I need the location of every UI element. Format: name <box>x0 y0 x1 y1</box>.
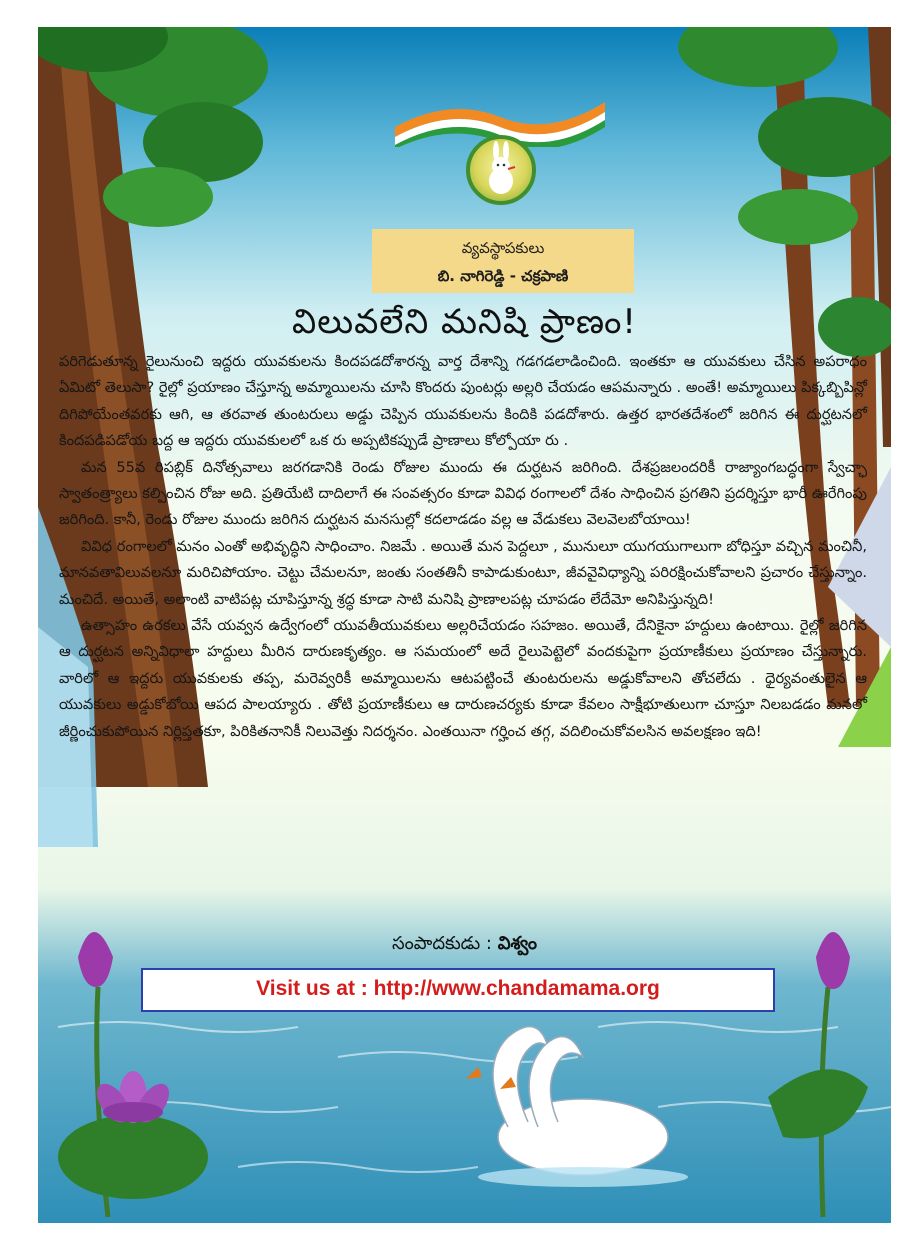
chandamama-rabbit-logo <box>466 135 536 205</box>
right-foliage <box>678 27 838 87</box>
website-link[interactable]: Visit us at : http://www.chandamama.org <box>256 977 660 1000</box>
article-paragraph: ఉత్సాహం ఉరకలు వేసే యవ్వన ఉద్వేగంలో యువతీయువకులు అల్లరిచేయడం సహజం. అయితే, దేనికైనా హద్దులు ఉంటాయి. రైల్లో జరిగిన ఆ దుర్ఘటన అన్నివిధాలా హద్దులు మీరిన దారుణకృత్యం. ఆ సమయంలో అదే రైలుపెట్టెలో వందకుపైగా ప్రయాణీకులు ప్రయాణం చేస్తున్నారు. వారిలో ఆ ఇద్దరు యువకులకు తప్ప, మరెవ్వరికీ అమ్మాయిలను ఆటపట్టించే తుంటరులను అడ్డుకోవాలని తోచలేదు . ధైర్యవంతులైన ఆ యువకులు అడ్డుకోబోయి ఆపద పాలయ్యారు . తోటి ప్రయాణీకులు ఆ దారుణచర్యకు కూడా కేవలం సాక్షీభూతులుగా చూస్తూ నిలబడడం మనలో జీర్ణించుకుపోయిన నిర్లిప్తతకూ, పిరికితనానికీ నిలువెత్తు నిదర్శనం. ఎంతయినా గర్హించ తగ్గ, వదిలించుకోవలసిన అవలక్షణం ఇది! <box>59 617 867 740</box>
magazine-page <box>38 27 891 1223</box>
editor-name: విశ్వం <box>497 933 537 954</box>
founders-heading: వ్యవస్థాపకులు <box>461 239 545 257</box>
article-title: విలువలేని మనిషి ప్రాణం! <box>292 302 637 342</box>
founders-names: బి. నాగిరెడ్డి - చక్రపాణి <box>437 267 569 285</box>
article-body <box>59 349 867 745</box>
swans-illustration <box>466 1027 688 1187</box>
lotus-leaf <box>58 1115 208 1199</box>
website-box <box>141 968 775 1012</box>
editor-label: సంపాదకుడు : <box>392 933 498 954</box>
article-paragraph: పరిగెడుతూన్న రైలునుంచి ఇద్దరు యువకులను కిందపడదోశారన్న వార్త దేశాన్ని గడగడలాడించింది. ఇంతకూ ఆ యువకులు చేసిన అపరాధం ఏమిటో తెలుసా? రైల్లో ప్రయాణం చేస్తూన్న అమ్మాయిలను చూసి కొందరు పుంటర్లు అల్లరి చేయడం ఆపమన్నారు . అంతే! అమ్మాయిలు పిక్కబ్బిపిన్లో దిగిపోయేంతవరకు ఆగి, ఆ తరవాత తుంటరులు అడ్డు చెప్పిన యువకులను కిందికి పడదోశారు. ఉత్తర భారతదేశంలో జరిగిన ఈ దుర్ఘటనలో కిందపడిపడోయ బద్ద ఆ ఇద్దరు యువకులలో ఒక రు అప్పటికప్పుడే ప్రాణాలు కోల్పోయా రు . <box>59 353 867 450</box>
editor-credit <box>38 933 891 958</box>
article-paragraph: వివిధ రంగాలలో మనం ఎంతో అభివృద్ధిని సాధించాం. నిజమే . అయితే మన పెద్దలూ , మునులూ యుగయుగాలుగా బోధిస్తూ వచ్చిన మంచినీ, మానవతావిలువలనూ మరిచిపోయాం. చెట్టు చేమలనూ, జంతు సంతతినీ కాపాడుకుంటూ, జీవవైవిధ్యాన్ని పరిరక్షించుకోవాలని ప్రచారం చేస్తున్నాం. మంచిదే. అయితే, అలాంటి వాటిపట్ల చూపిస్తూన్న శ్రద్ధ కూడా సాటి మనిషి ప్రాణాలపట్ల చూపడం లేదేమో అనిపిస్తున్నది! <box>59 537 867 608</box>
article-paragraph: మన 55వ రిపబ్లిక్ దినోత్సవాలు జరగడానికి రెండు రోజుల ముందు ఈ దుర్ఘటన జరిగింది. దేశప్రజలందరికీ రాజ్యాంగబద్ధంగా స్వేచ్ఛా స్వాతంత్ర్యాలు కల్పించిన రోజు అది. ప్రతియేటి దాదిలాగే ఈ సంవత్సరం కూడా వివిధ రంగాలలో దేశం సాధించిన ప్రగతిని ప్రదర్శిస్తూ భారీ ఊరేగింపు జరిగింది. కానీ, రెండు రోజుల ముందు జరిగిన దుర్ఘటన మనసుల్లో కదలాడడం వల్ల ఆ వేడుకలు వెలవెలబోయాయి! <box>59 458 867 529</box>
rabbit-icon <box>470 139 532 201</box>
founders-box <box>372 229 634 293</box>
